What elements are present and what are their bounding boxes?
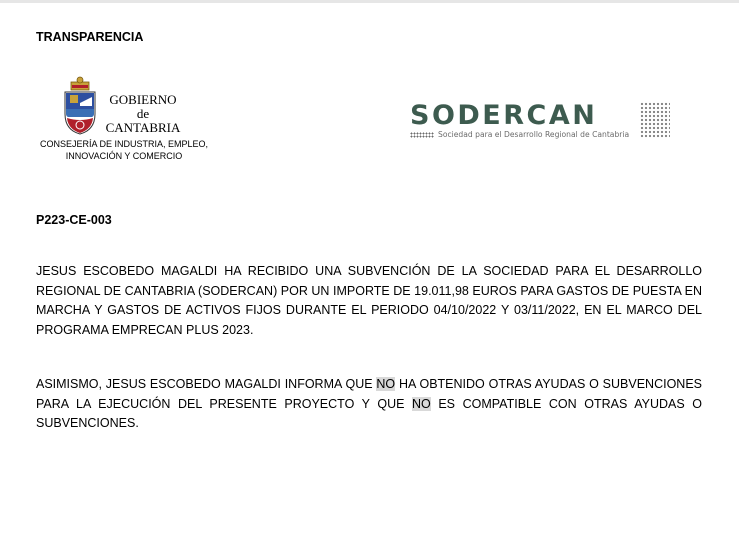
paragraph-asimismo	[36, 375, 702, 434]
paragraph-text	[36, 375, 702, 434]
highlighted-no: NO	[376, 377, 396, 391]
section-heading: TRANSPARENCIA	[36, 30, 144, 44]
paragraph-text: JESUS ESCOBEDO MAGALDI HA RECIBIDO UNA SUBVENCIÓN DE LA SOCIEDAD PARA EL DESARROLLO REGIONAL DE CANTABRIA (SODERCAN) POR UN IMPORTE DE 19.011,98 EUROS PARA GASTOS DE PUESTA EN MARCHA Y GASTOS DE ACTIVOS FIJOS DURANTE EL PERIODO 04/10/2022 Y 03/11/2022, EN EL MARCO DEL PROGRAMA EMPRECAN PLUS 2023.	[36, 264, 702, 337]
gobierno-name-line: de	[136, 106, 150, 121]
gobierno-name	[104, 93, 182, 135]
coat-of-arms-icon	[62, 76, 98, 136]
gobierno-name-line: CANTABRIA	[105, 120, 181, 135]
dot-grid-icon	[640, 102, 670, 138]
sodercan-tagline: Sociedad para el Desarrollo Regional de Cantabria	[438, 130, 630, 139]
consejeria-name	[36, 138, 212, 162]
text-run: HA OBTENIDO OTRAS AYUDAS O SUBVENCIONES PARA LA EJECUCIÓN DEL PRESENTE PROYECTO Y QUE	[36, 377, 702, 411]
gobierno-name-line: GOBIERNO	[109, 92, 177, 107]
document-code: P223-CE-003	[36, 213, 112, 227]
gobierno-cantabria-logo	[36, 76, 226, 166]
sodercan-wordmark: SODERCAN	[410, 100, 598, 131]
paragraph-subvencion	[36, 262, 702, 340]
text-run: ASIMISMO, JESUS ESCOBEDO MAGALDI INFORMA QUE	[36, 377, 377, 391]
dot-pattern-icon	[410, 132, 434, 138]
consejeria-line: INNOVACIÓN Y COMERCIO	[65, 151, 183, 161]
consejeria-line: CONSEJERÍA DE INDUSTRIA, EMPLEO,	[39, 139, 209, 149]
sodercan-logo	[410, 102, 672, 142]
top-border	[0, 0, 739, 3]
highlighted-no: NO	[412, 396, 431, 411]
text-run: ES COMPATIBLE CON OTRAS AYUDAS O SUBVENCIONES.	[36, 396, 702, 430]
